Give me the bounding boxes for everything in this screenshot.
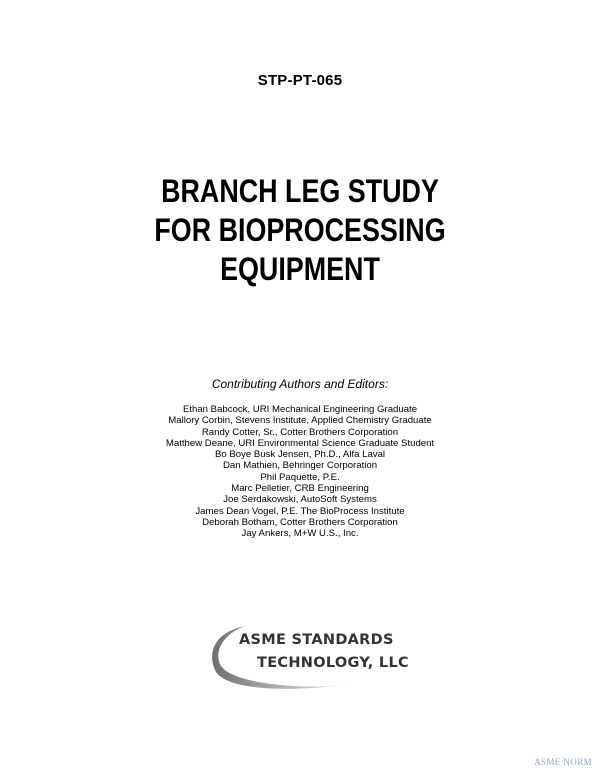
logo-text-line-2: TECHNOLOGY, LLC [257, 655, 409, 671]
contributor-item: Mallory Corbin, Stevens Institute, Applied Chemistry Graduate [168, 415, 432, 427]
contributors-heading: Contributing Authors and Editors: [211, 377, 389, 391]
contributor-item: Jay Ankers, M+W U.S., Inc. [241, 528, 359, 540]
contributor-item: Matthew Deane, URI Environmental Science Graduate Student [165, 437, 435, 449]
contributor-item: Ethan Babcock, URI Mechanical Engineering Graduate [182, 404, 418, 415]
contributor-item: Dan Mathien, Behringer Corporation [222, 460, 378, 472]
contributors-list [0, 404, 600, 540]
contributor-item: Randy Cotter, Sr., Cotter Brothers Corporation [201, 426, 399, 438]
contributor-item: Deborah Botham, Cotter Brothers Corporation [202, 516, 398, 528]
asme-standards-technology-logo [205, 618, 420, 698]
title-line-3: EQUIPMENT [220, 251, 380, 287]
watermark: ASME NORM [534, 757, 592, 767]
report-number: STP-PT-065 [257, 72, 343, 89]
contributor-item: Joe Serdakowski, AutoSoft Systems [223, 494, 377, 506]
title-line-2: FOR BIOPROCESSING [154, 212, 446, 248]
contributor-item: James Dean Vogel, P.E. The BioProcess Institute [195, 505, 405, 517]
contributor-item: Marc Pelletier, CRB Engineering [231, 483, 369, 495]
logo-text-line-1: ASME STANDARDS [239, 632, 394, 648]
contributor-item: Phil Paquette, P.E. [260, 471, 340, 483]
contributor-item: Bo Boye Busk Jensen, Ph.D., Alfa Laval [214, 449, 386, 461]
document-title [48, 172, 552, 289]
title-line-1: BRANCH LEG STUDY [161, 173, 439, 209]
